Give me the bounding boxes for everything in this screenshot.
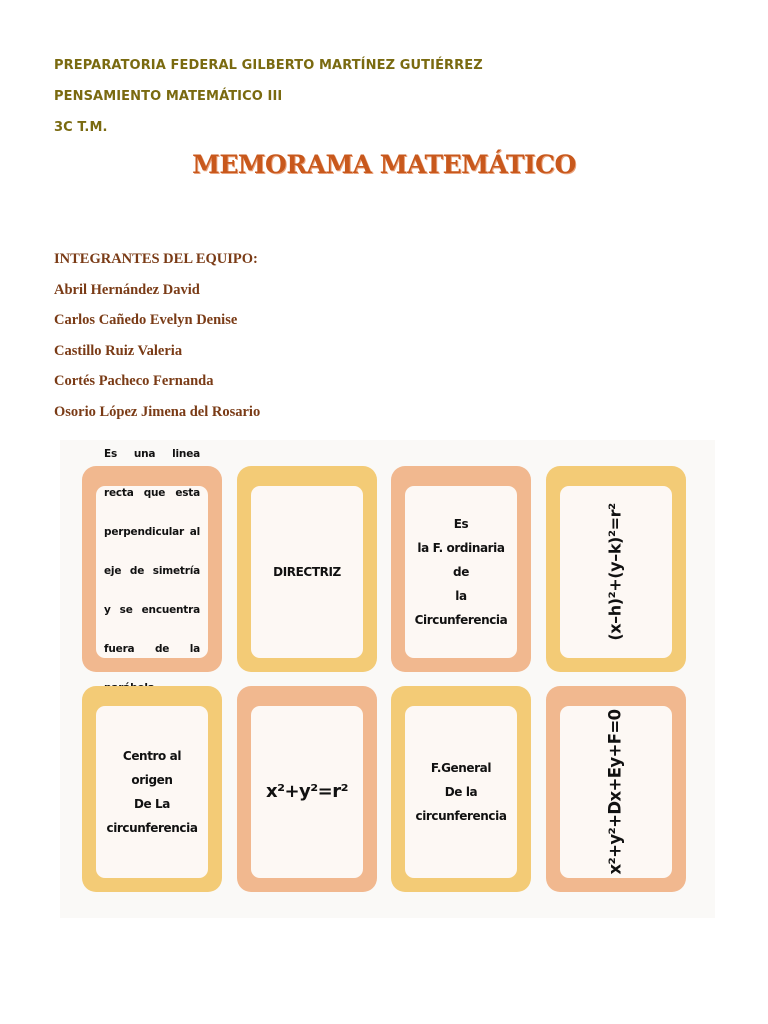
team-member: Osorio López Jimena del Rosario xyxy=(54,403,261,420)
memory-card[interactable] xyxy=(546,686,686,892)
card-equation: x²+y²+Dx+Ey+F=0 xyxy=(606,709,626,875)
card-text: Centro al origen De La circunferencia xyxy=(106,749,198,835)
card-face xyxy=(251,706,363,878)
card-equation: x²+y²=r² xyxy=(265,781,349,802)
card-text-line: perpendicular al xyxy=(104,526,200,539)
card-equation: (x–h)²+(y–k)²=r² xyxy=(606,503,626,641)
team-member: Cortés Pacheco Fernanda xyxy=(54,373,214,389)
card-text-line: recta que esta xyxy=(104,487,200,500)
card-face xyxy=(96,706,208,878)
memory-card[interactable] xyxy=(546,466,686,672)
page-title: MEMORAMA MATEMÁTICO xyxy=(192,150,576,179)
memory-card[interactable] xyxy=(237,686,377,892)
card-face xyxy=(560,706,672,878)
memory-card[interactable] xyxy=(237,466,377,672)
school-name: PREPARATORIA FEDERAL GILBERTO MARTÍNEZ GUTIÉRREZ xyxy=(54,58,483,73)
course-name: PENSAMIENTO MATEMÁTICO III xyxy=(54,89,283,104)
card-text: DIRECTRIZ xyxy=(273,565,341,579)
card-text-line: Es una linea xyxy=(104,448,200,461)
team-member: Carlos Cañedo Evelyn Denise xyxy=(54,312,238,328)
team-member: Abril Hernández David xyxy=(54,281,200,298)
memory-card[interactable] xyxy=(82,448,222,672)
team-list xyxy=(54,244,260,427)
card-text: Es la F. ordinaria de la Circunferencia xyxy=(414,517,508,627)
card-text-line: eje de simetría xyxy=(104,565,200,578)
team-member: Castillo Ruiz Valeria xyxy=(54,342,183,359)
memory-card[interactable] xyxy=(391,466,531,672)
group-name: 3C T.M. xyxy=(54,120,108,135)
memory-card[interactable] xyxy=(391,686,531,892)
team-heading: INTEGRANTES DEL EQUIPO: xyxy=(54,251,258,267)
memory-card[interactable] xyxy=(82,686,222,892)
card-text-line: y se encuentra xyxy=(104,604,200,617)
card-face xyxy=(251,486,363,658)
card-text xyxy=(104,426,200,719)
card-face xyxy=(405,706,517,878)
card-face xyxy=(560,486,672,658)
card-text-line: fuera de la xyxy=(104,643,200,656)
memory-board xyxy=(60,440,715,918)
card-face xyxy=(405,486,517,658)
card-text: F.General De la circunferencia xyxy=(415,761,507,823)
card-face xyxy=(96,448,208,658)
